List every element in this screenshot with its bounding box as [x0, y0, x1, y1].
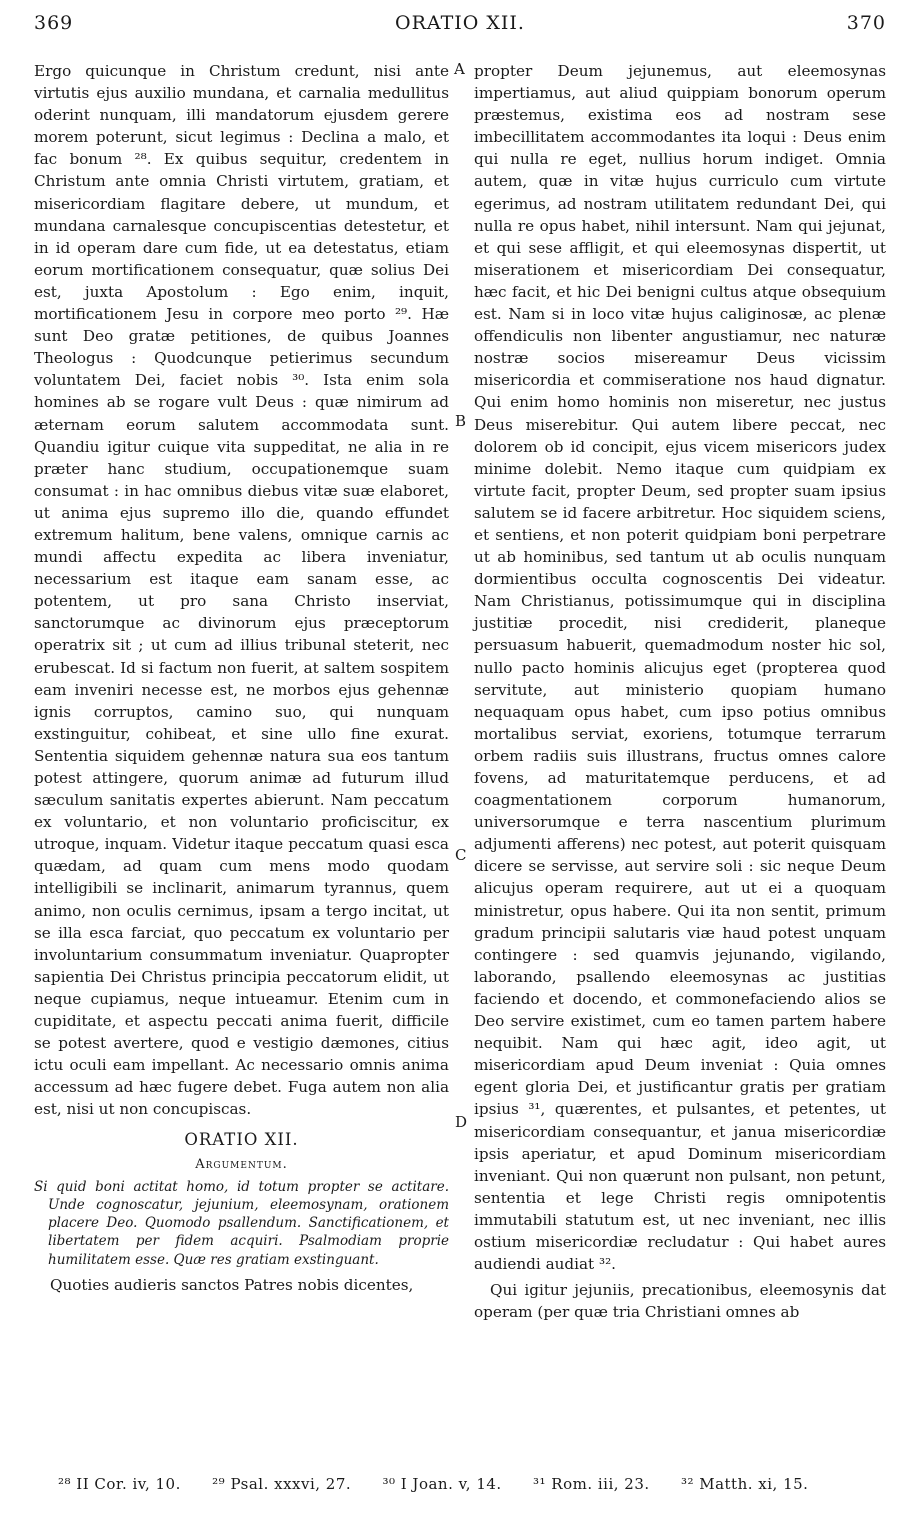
right-paragraph-1: propter Deum jejunemus, aut eleemosynas impertiamus, aut aliud quippiam bonorum operum præstemus, existima eos ad nostram sese imbecillitatem accommodantes ita loqui : Deus enim qui nulla re eget, nullius horum indiget. Omnia autem, quæ in vitæ hujus curriculo cum virtute egerimus, ad nostram utilitatem redundant Dei, qui nulla re opus habet, nihil intersunt. Nam qui jejunat, et qui sese affligit, et qui eleemosynas dispertit, ut miserationem et misericordiam Dei consequatur, hæc facit, et hic Dei benigni cultus atque obsequium est. Nam si in loco vitæ hujus caliginosæ, ac plenæ offendiculis non libenter angustiamur, nec naturæ nostræ socios misereamur Deus vicissim misericordia et commiseratione nos haud dignatur. Qui enim homo hominis non miseretur, nec justus Deus miserebitur. Qui autem libere peccat, nec dolorem ob id concipit, ejus vicem misericors judex minime dolebit. Nemo itaque cum quidpiam ex virtute facit, propter Deum, sed propter suam ipsius salutem se id facere arbitretur. Hoc siquidem sciens, et sentiens, et non poterit quidpiam boni perpetrare ut ab hominibus, sed tantum ut ab oculis nunquam dormientibus occulta cognoscentis Dei videatur. Nam Christianus, potissimumque qui in disciplina justitiæ procedit, nisi crediderit, planeque persuasum habuerit, quemadmodum noster hic sol, nullo pacto hominis alicujus eget (propterea quod servitute, aut ministerio quopiam humano nequaquam opus habet, cum ipso potius omnibus mortalibus serviat, exoriens, totumque terrarum orbem radiis suis illustrans, fructus omnes calore fovens, ad maturitatemque perducens, et ad coagmentationem corporum humanorum, universorumque e terra nascentium plurimum adjumenti afferens) nec potest, aut poterit quisquam dicere se servisse, aut servire soli : sic neque Deum alicujus operam requirere, aut ut ei a quoquam ministretur, opus habere. Qui ita non sentit, primum gradum principii salutaris viæ haud potest unquam contingere : sed quamvis jejunando, vigilando, laborando, psallendo eleemosynas ac justitias faciendo et docendo, et commonefaciendo alios se Deo servire existimet, cum eo tamen partem habere nequibit. Nam qui hæc agit, ideo agit, ut misericordiam apud Deum inveniat : Quia omnes egent gloria Dei, et justificantur gratis per gratiam ipsius ³¹, quærentes, et pulsantes, et petentes, ut misericordiam consequantur, et janua misericordiæ ipsis aperiatur, et apud Dominum misericordiam inveniant. Qui non quærunt non pulsant, non petunt, sententia et lege Christi regis omnipotentis immutabili statutum est, ut nec inveniant, nec illis ostium misericordiæ recludatur : Qui habet aures audiendi audiat ³². — [474, 62, 886, 1274]
margin-marker-c: C — [455, 846, 467, 864]
left-paragraph-1: Ergo quicunque in Christum credunt, nisi ante virtutis ejus auxilio mundana, et carnalia medullitus oderint nunquam, illi mandatorum ejusdem gerere morem poterunt, sicut legimus : Declina a malo, et fac bonum ²⁸. Ex quibus sequitur, credentem in Christum ante omnia Christi virtutem, gratiam, et misericordiam flagitare debere, ut mundum, et mundana carnalesque concupiscentias detestetur, et in id operam dare cum fide, ut ea detestatus, etiam eorum mortificationem consequatur, quæ solius Dei est, juxta Apostolum : Ego enim, inquit, mortificationem Jesu in corpore meo porto ²⁹. Hæ sunt Deo gratæ petitiones, de quibus Joannes Theologus : Quodcunque petierimus secundum voluntatem Dei, faciet nobis ³⁰. Ista enim sola homines ab se rogare vult Deus : quæ nimirum ad æternam eorum salutem accommodata sunt. Quandiu igitur cuique vita suppeditat, ne alia in re præter hanc studium, occupationemque suam consumat : in hac omnibus diebus vitæ suæ elaboret, ut anima ejus supremo illo die, quando effundet extremum halitum, bene valens, omnique carnis ac mundi affectu expedita ac libera inveniatur, necessarium est itaque eam sanam esse, ac potentem, ut pro sana Christo inserviat, sanctorumque ac divinorum ejus præceptorum operatrix sit ; ut cum ad illius tribunal steterit, nec erubescat. Id si factum non fuerit, at saltem sospitem eam inveniri necesse est, ne morbos ejus gehennæ ignis corruptos, camino suo, qui nunquam exstinguitur, cohibeat, et sine ullo fine exurat. Sententia siquidem gehennæ natura sua eos tantum potest attingere, quorum animæ ad futurum illud sæculum sanitatis expertes abierunt. Nam peccatum ex voluntario, et non voluntario proficiscitur, ex utroque, inquam. Videtur itaque peccatum quasi esca quædam, ad quam cum mens modo quodam intelligibili se inclinarit, animarum tyrannus, quem animo, non oculis cernimus, ipsam a tergo incitat, ut se illa esca farciat, quo peccatum ex voluntario per involuntarium consummatum inveniatur. Quapropter sapientia Dei Christus principia peccatorum elidit, ut neque cupiamus, neque intueamur. Etenim cum in cupiditate, et aspectu peccati anima fuerit, difficile se potest avertere, quod e vestigio dæmones, citius ictu oculi eam impellant. Ac necessario omnis anima accessum ad hæc fugere debet. Fuga autem non alia est, nisi ut non concupiscas. — [34, 62, 449, 1119]
footnote-29: ²⁹ Psal. xxxvi, 27. — [212, 1475, 352, 1493]
argument-label: Argumentum. — [195, 1156, 288, 1172]
right-paragraph-2: Qui igitur jejuniis, precationibus, eleemosynis dat operam (per quæ tria Christiani omnes ab — [474, 1281, 886, 1322]
margin-marker-a: A — [454, 60, 465, 78]
footnote-28: ²⁸ II Cor. iv, 10. — [58, 1475, 181, 1493]
left-paragraph-2: Quoties audieris sanctos Patres nobis dicentes, — [50, 1275, 414, 1294]
page-number-left: 369 — [34, 12, 74, 34]
margin-marker-b: B — [455, 412, 467, 430]
right-column — [474, 60, 886, 1323]
left-column — [34, 60, 449, 1296]
footnote-30: ³⁰ I Joan. v, 14. — [382, 1475, 502, 1493]
footnote-32: ³² Matth. xi, 15. — [680, 1475, 809, 1493]
page-number-right: 370 — [846, 12, 886, 34]
footnote-31: ³¹ Rom. iii, 23. — [532, 1475, 650, 1493]
footnotes — [58, 1475, 886, 1493]
argument-summary: Si quid boni actitat homo, id totum propter se actitare. Unde cognoscatur, jejunium, eleemosynam, orationem placere Deo. Quomodo psallendum. Sanctificationem, et libertatem per fidem acquiri. Psalmodiam proprie humilitatem esse. Quæ res gratiam exstinguant. — [34, 1178, 449, 1268]
page-header — [34, 12, 886, 42]
margin-marker-d: D — [455, 1113, 468, 1131]
section-title: ORATIO XII. — [184, 1129, 299, 1149]
running-title: ORATIO XII. — [395, 12, 525, 34]
